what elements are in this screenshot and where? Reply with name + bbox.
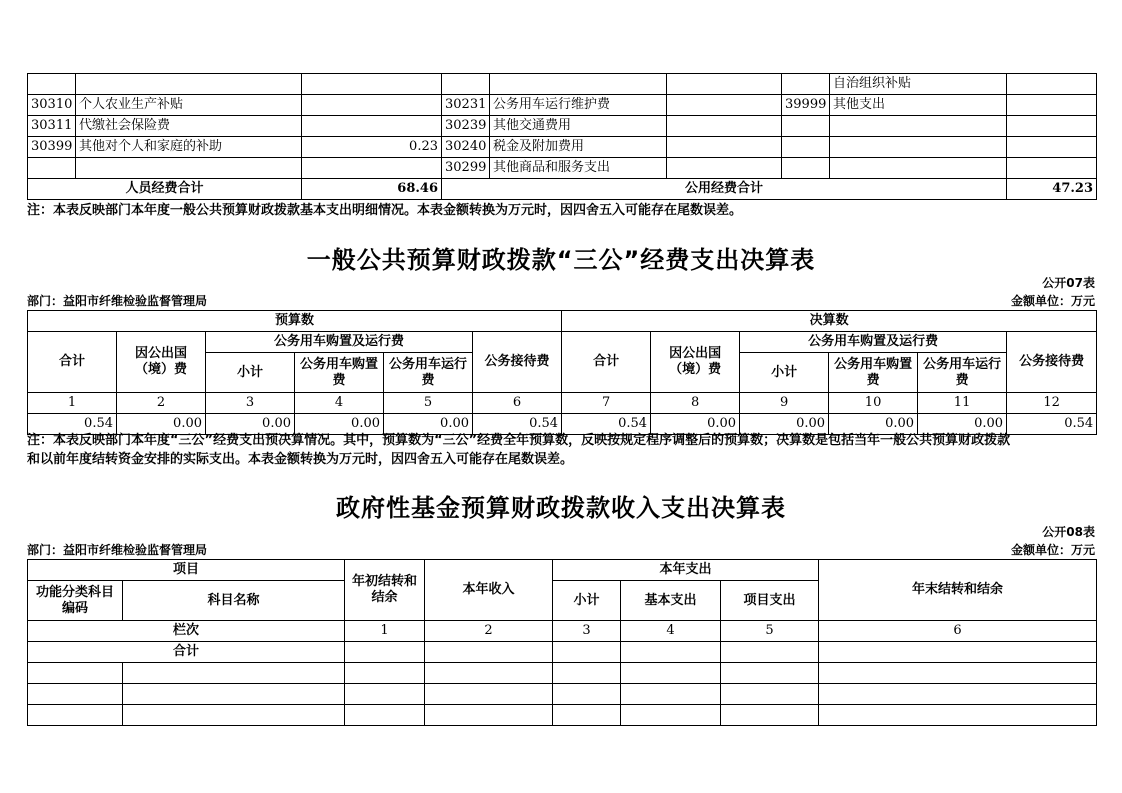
table-cell: 30399 [28,137,76,158]
table-cell [667,137,782,158]
table-cell [667,158,782,179]
table-cell: 30231 [442,95,490,116]
table2-dept: 部门：益阳市纤维检验监督管理局 [27,294,208,308]
table-cell [442,74,490,95]
table3-title: 政府性基金预算财政拨款收入支出决算表 [336,494,786,522]
table-cell [1007,74,1097,95]
final-subtotal-header: 小计 [740,353,829,393]
table-row [28,95,1097,116]
budget-operation-header: 公务用车运行费 [384,353,473,393]
final-purchase-header: 公务用车购置费 [829,353,918,393]
project-header: 项目支出 [721,581,819,621]
table1-note: 注：本表反映部门本年度一般公共预算财政拨款基本支出明细情况。本表金额转换为万元时，因四舍五入可能存在尾数误差。 [27,203,743,218]
value-cell: 0.00 [918,414,1007,435]
final-total-header: 合计 [562,332,651,393]
value-cell: 0.00 [295,414,384,435]
table-cell [830,137,1007,158]
value-cell: 0.00 [384,414,473,435]
col-number: 2 [425,621,553,642]
col-number: 12 [1007,393,1097,414]
total-public-label: 公用经费合计 [442,179,1007,200]
table-cell [302,116,442,137]
total-row [28,642,1097,663]
table-cell [667,74,782,95]
table-cell [28,158,76,179]
table-cell: 39999 [782,95,830,116]
col-number: 6 [473,393,562,414]
col-number: 4 [621,621,721,642]
value-cell: 0.00 [740,414,829,435]
table-cell: 其他对个人和家庭的补助 [76,137,302,158]
col-number: 3 [553,621,621,642]
table-cell: 30311 [28,116,76,137]
totals-row [28,179,1097,200]
col-number: 4 [295,393,384,414]
table-cell [830,116,1007,137]
value-cell: 0.54 [28,414,117,435]
exp-subtotal-header: 小计 [553,581,621,621]
final-operation-header: 公务用车运行费 [918,353,1007,393]
budget-total-header: 合计 [28,332,117,393]
budget-subtotal-header: 小计 [206,353,295,393]
table-cell: 其他交通费用 [490,116,667,137]
budget-vehicle-header: 公务用车购置及运行费 [206,332,473,353]
closing-header: 年末结转和结余 [819,560,1097,621]
table-cell: 代缴社会保险费 [76,116,302,137]
table-cell [782,158,830,179]
col-number: 5 [721,621,819,642]
item-header: 项目 [28,560,345,581]
table-cell: 30239 [442,116,490,137]
table-cell: 0.23 [302,137,442,158]
value-cell: 0.54 [562,414,651,435]
value-cell: 0.00 [206,414,295,435]
gov-fund-table [27,559,1097,726]
table-cell [76,74,302,95]
table2-code: 公开07表 [1042,276,1095,290]
func-code-header: 功能分类科目编码 [28,581,123,621]
budget-reception-header: 公务接待费 [473,332,562,393]
table-cell: 税金及附加费用 [490,137,667,158]
table-cell [830,158,1007,179]
empty-row [28,705,1097,726]
table-cell [490,74,667,95]
table-cell [76,158,302,179]
value-cell: 0.54 [473,414,562,435]
final-abroad-header: 因公出国（境）费 [651,332,740,393]
col-number: 11 [918,393,1007,414]
col-number: 2 [117,393,206,414]
table3-code: 公开08表 [1042,525,1095,539]
basic-expenditure-table [27,73,1097,200]
column-number-row [28,393,1097,414]
three-public-table [27,310,1097,435]
value-cell: 0.00 [829,414,918,435]
col-number: 9 [740,393,829,414]
table-cell [667,95,782,116]
table-cell [1007,95,1097,116]
col-number: 10 [829,393,918,414]
final-vehicle-header: 公务用车购置及运行费 [740,332,1007,353]
budget-purchase-header: 公务用车购置费 [295,353,384,393]
budget-abroad-header: 因公出国（境）费 [117,332,206,393]
col-number: 1 [345,621,425,642]
total-public-value: 47.23 [1007,179,1097,200]
table-row [28,116,1097,137]
opening-header: 年初结转和结余 [345,560,425,621]
basic-header: 基本支出 [621,581,721,621]
table-cell: 30299 [442,158,490,179]
budget-header: 预算数 [28,311,562,332]
expenditure-header: 本年支出 [553,560,819,581]
table2-title: 一般公共预算财政拨款“三公”经费支出决算表 [306,246,816,274]
row-label: 栏次 [28,621,345,642]
table-cell: 个人农业生产补贴 [76,95,302,116]
table3-unit: 金额单位：万元 [1010,543,1095,557]
col-number: 1 [28,393,117,414]
table-cell [667,116,782,137]
table-cell: 自治组织补贴 [830,74,1007,95]
table-row [28,137,1097,158]
table-cell [782,74,830,95]
final-reception-header: 公务接待费 [1007,332,1097,393]
value-cell: 0.00 [651,414,740,435]
table-cell: 30240 [442,137,490,158]
col-number: 7 [562,393,651,414]
table-cell: 30310 [28,95,76,116]
column-number-row [28,621,1097,642]
value-cell: 0.54 [1007,414,1097,435]
table-cell: 其他商品和服务支出 [490,158,667,179]
empty-row [28,663,1097,684]
subject-name-header: 科目名称 [123,581,345,621]
table-cell [302,95,442,116]
final-header: 决算数 [562,311,1097,332]
table3-dept: 部门：益阳市纤维检验监督管理局 [27,543,208,557]
total-personnel-value: 68.46 [302,179,442,200]
table-row [28,158,1097,179]
income-header: 本年收入 [425,560,553,621]
table-cell [1007,116,1097,137]
table-cell: 公务用车运行维护费 [490,95,667,116]
table2-note-line1: 注：本表反映部门本年度“三公”经费支出预决算情况。其中，预算数为“三公”经费全年预算数，反映按规定程序调整后的预算数；决算数是包括当年一般公共预算财政拨款 [27,433,1011,448]
table-cell: 其他支出 [830,95,1007,116]
table2-unit: 金额单位：万元 [1010,294,1095,308]
total-personnel-label: 人员经费合计 [28,179,302,200]
table-cell [1007,158,1097,179]
table-cell [302,158,442,179]
col-number: 5 [384,393,473,414]
table-cell [782,137,830,158]
col-number: 8 [651,393,740,414]
table-cell [1007,137,1097,158]
value-cell: 0.00 [117,414,206,435]
table-row [28,74,1097,95]
table-cell [28,74,76,95]
table2-note-line2: 和以前年度结转资金安排的实际支出。本表金额转换为万元时，因四舍五入可能存在尾数误差。 [27,452,574,467]
col-number: 6 [819,621,1097,642]
total-label: 合计 [28,642,345,663]
table-cell [302,74,442,95]
table-cell [782,116,830,137]
col-number: 3 [206,393,295,414]
empty-row [28,684,1097,705]
